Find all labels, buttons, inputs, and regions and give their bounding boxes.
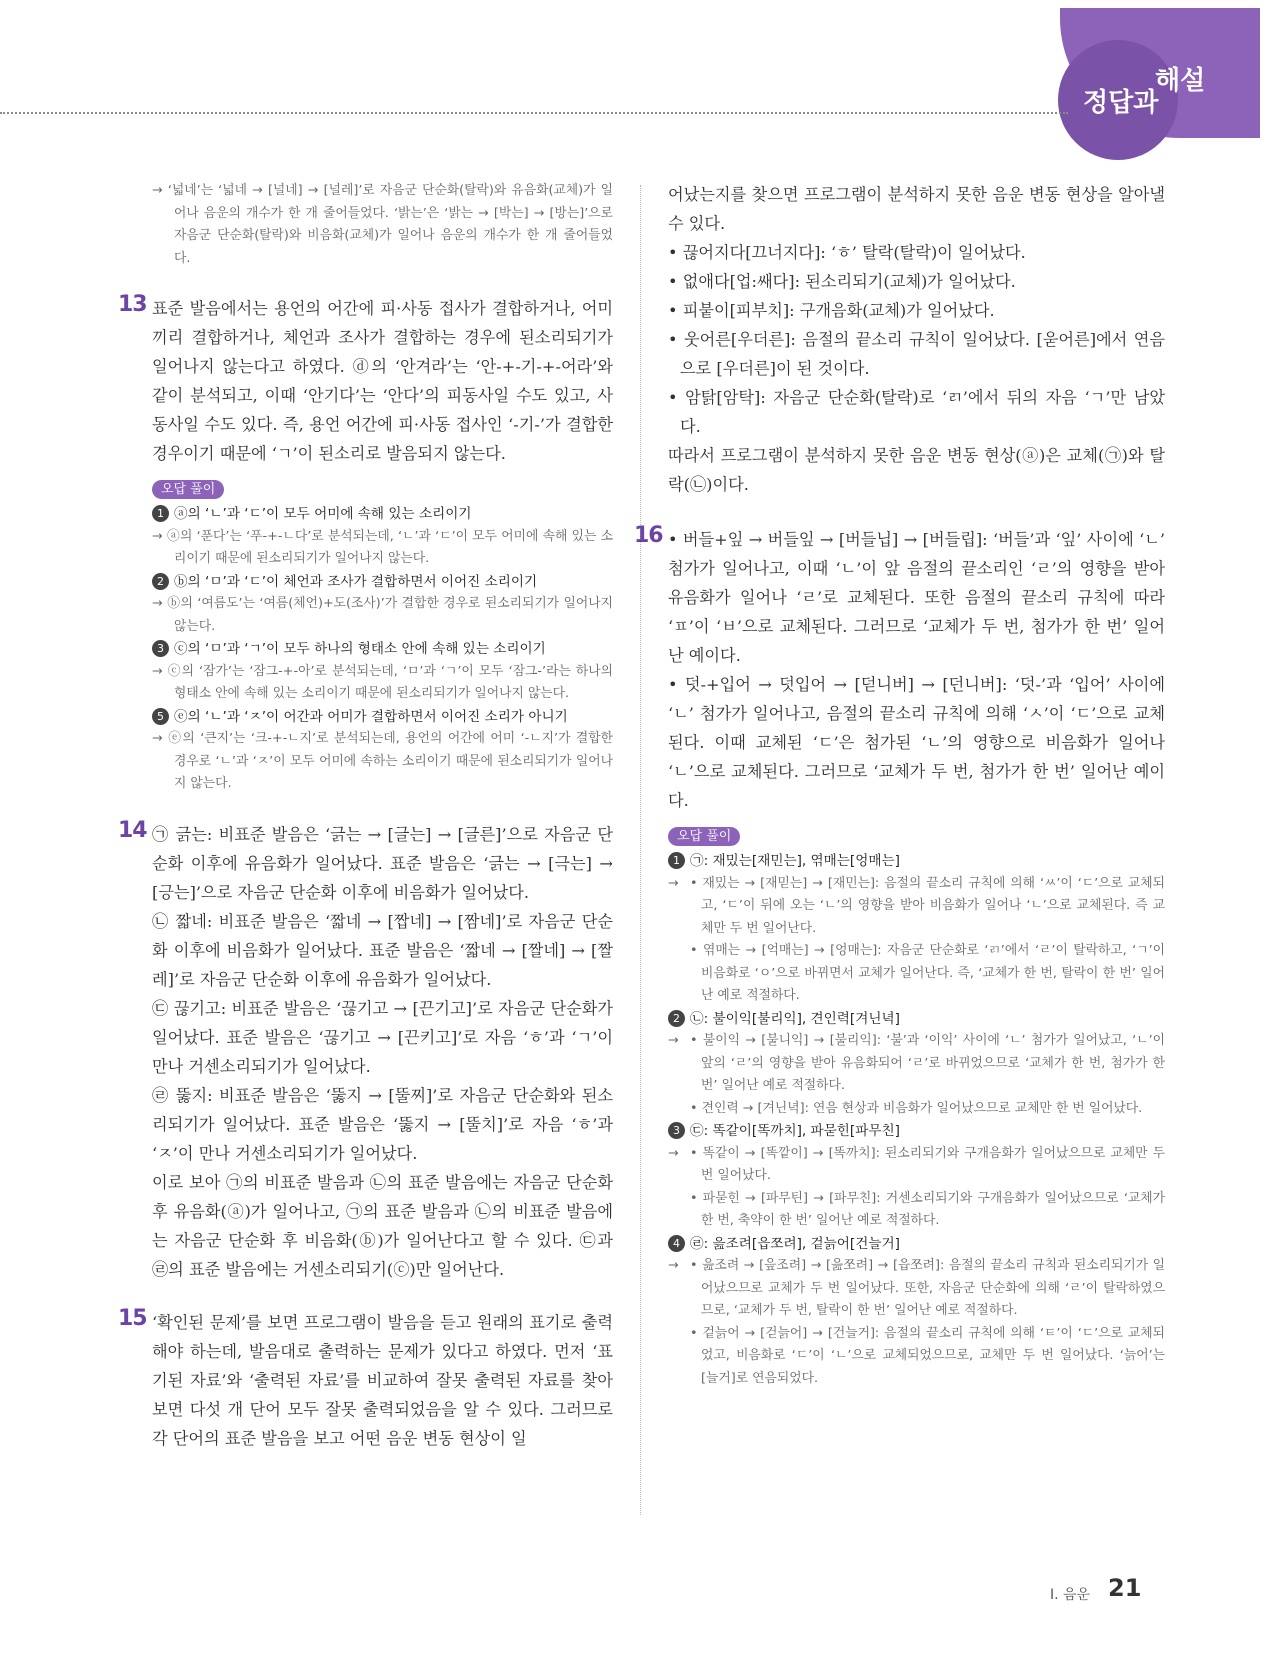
- choice: [152, 706, 613, 796]
- bullet-item: • 없애다[업:쌔다]: 된소리되기(교체)가 일어났다.: [668, 272, 1016, 291]
- choice-notes: [668, 1143, 1165, 1233]
- header-dotted-rule: [0, 112, 1068, 114]
- choice-note: → ⓐ의 ‘푼다’는 ‘푸-+-ㄴ다’로 분석되는데, ‘ㄴ’과 ‘ㄷ’이 모두 어미에 속해 있는 소리이기 때문에 된소리되기가 일어나지 않는다.: [152, 528, 613, 566]
- choice-number: 2: [668, 1010, 685, 1027]
- answer-paragraph: • 덧-+입어 → 덧입어 → [덛니버] → [던니버]: ‘덧-’과 ‘입어’ 사이에 ‘ㄴ’ 첨가가 일어나고, 음절의 끝소리 규칙에 의해 ‘ㅅ’이 ‘ㄷ’으로 교체된다. 이때 교체된 ‘ㄷ’은 첨가된 ‘ㄴ’의 영향으로 비음화가 일어나 ‘ㄴ’으로 교체된다. 그러므로 ‘교체가 두 번, 첨가가 한 번’ 일어난 예이다.: [668, 675, 1165, 810]
- choice-title: 2 ⓑ의 ‘ㅁ’과 ‘ㄷ’이 체언과 조사가 결합하면서 이어진 소리이기: [152, 571, 613, 594]
- badge-word-explanation: 해설: [1155, 66, 1206, 96]
- choice: [152, 503, 613, 571]
- arrow-icon: →: [668, 875, 679, 891]
- intro-note: → ‘넓네’는 ‘넓네 → [널네] → [널레]’로 자음군 단순화(탈락)와 유음화(교체)가 일어나 음운의 개수가 한 개 줄어들었다. ‘밝는’은 ‘밝는 → [박는] → [방는]’으로 자음군 단순화(탈락)와 비음화(교체)가 일어나 음운의 개수가 한 개 줄어들었다.: [152, 183, 613, 266]
- choice-number: 1: [152, 505, 169, 522]
- footer-section: Ⅰ. 음운: [1050, 1587, 1091, 1603]
- question-16: [634, 525, 1165, 1390]
- question-text: ‘확인된 문제’를 보면 프로그램이 발음을 듣고 원래의 표기로 출력해야 하는데, 발음대로 출력하는 문제가 있다고 하였다. 먼저 ‘표기된 자료’와 ‘출력된 자료’를 비교하여 잘못 출력된 자료를 찾아보면 다섯 개 단어 모두 잘못 출력되었음을 알 수 있다. 그러므로 각 단어의 표준 발음을 보고 어떤 음운 변동 현상이 일: [152, 1312, 613, 1448]
- answer-paragraph: 이로 보아 ㉠의 비표준 발음과 ㉡의 표준 발음에는 자음군 단순화 후 유음화(ⓐ)가 일어나고, ㉠의 표준 발음과 ㉡의 비표준 발음에는 자음군 단순화 후 비음화(ⓑ)가 일어난다고 할 수 있다. ㉢과 ㉣의 표준 발음에는 거센소리되기(ⓒ)만 일어난다.: [152, 1172, 613, 1279]
- choice: [152, 571, 613, 639]
- question-number: 13: [118, 292, 147, 317]
- choice-title: 5 ⓔ의 ‘ㄴ’과 ‘ㅈ’이 어간과 어미가 결합하면서 이어진 소리가 아니기: [152, 706, 613, 729]
- choice: [668, 1233, 1165, 1391]
- choice: [152, 638, 613, 706]
- choice-notes: [668, 873, 1165, 1008]
- answer-paragraph: • 버들+잎 → 버들잎 → [버들닙] → [버들립]: ‘버들’과 ‘잎’ 사이에 ‘ㄴ’ 첨가가 일어나고, 이때 ‘ㄴ’이 앞 음절의 끝소리인 ‘ㄹ’의 영향을 받아 유음화가 일어나 ‘ㄹ’로 교체된다. 또한 음절의 끝소리 규칙에 따라 ‘ㅍ’이 ‘ㅂ’으로 교체된다. 그러므로 ‘교체가 두 번, 첨가가 한 번’ 일어난 예이다.: [668, 530, 1165, 665]
- choice-number: 3: [668, 1122, 685, 1139]
- choice-note: → ⓔ의 ‘큰지’는 ‘크-+-ㄴ지’로 분석되는데, 용언의 어간에 어미 ‘-ㄴ지’가 결합한 경우로 ‘ㄴ’과 ‘ㅈ’이 모두 어미에 속하는 소리이기 때문에 된소리되기가 일어나지 않는다.: [152, 731, 613, 791]
- wrong-answer-label: 오답 풀이: [668, 827, 740, 846]
- question-15-continued: 어났는지를 찾으면 프로그램이 분석하지 못한 음운 변동 현상을 알아낼 수 있다.: [668, 185, 1165, 233]
- choice-note: → ⓑ의 ‘여름도’는 ‘여름(체언)+도(조사)’가 결합한 경우로 된소리되기가 일어나지 않는다.: [152, 596, 613, 634]
- answer-paragraph: ㉠ 긁는: 비표준 발음은 ‘긁는 → [글는] → [글른]’으로 자음군 단순화 이후에 유음화가 일어났다. 표준 발음은 ‘긁는 → [극는] → [긍는]’으로 자음군 단순화 이후에 비음화가 일어났다.: [152, 824, 613, 902]
- choice-title: 3 ⓒ의 ‘ㅁ’과 ‘ㄱ’이 모두 하나의 형태소 안에 속해 있는 소리이기: [152, 638, 613, 661]
- bullet-item: • 암탉[암탁]: 자음군 단순화(탈락)로 ‘ㄺ’에서 뒤의 자음 ‘ㄱ’만 남았다.: [668, 388, 1165, 436]
- answer-paragraph: ㉡ 짧네: 비표준 발음은 ‘짧네 → [짭네] → [짬네]’로 자음군 단순화 이후에 비음화가 일어났다. 표준 발음은 ‘짧네 → [짤네] → [짤레]’로 자음군 단순화 이후에 유음화가 일어났다.: [152, 911, 613, 989]
- answer-paragraph: ㉣ 뚫지: 비표준 발음은 ‘뚫지 → [뚤찌]’로 자음군 단순화와 된소리되기가 일어났다. 표준 발음은 ‘뚫지 → [뚤치]’로 자음 ‘ㅎ’과 ‘ㅈ’이 만나 거센소리되기가 일어났다.: [152, 1085, 613, 1163]
- choice-note: → ⓒ의 ‘잠가’는 ‘잠그-+-아’로 분석되는데, ‘ㅁ’과 ‘ㄱ’이 모두 ‘잠그-’라는 하나의 형태소 안에 속해 있는 소리이기 때문에 된소리되기가 일어나지 않는다.: [152, 663, 613, 701]
- question-number: 16: [634, 523, 663, 548]
- choice-notes: [668, 1030, 1165, 1120]
- choice-title: 2 ㉡: 불이익[불리익], 견인력[겨닌녁]: [668, 1008, 1165, 1031]
- choice-number: 3: [152, 640, 169, 657]
- choice-note: • 겉늙어 → [걷늙어] → [건늘거]: 음절의 끝소리 규칙에 의해 ‘ㅌ’이 ‘ㄷ’으로 교체되었고, 비음화로 ‘ㄷ’이 ‘ㄴ’으로 교체되었으므로, 교체만 두 번 일어났다. ‘늙어’는 [늘거]로 연음되었다.: [690, 1325, 1165, 1386]
- choice-title: 3 ㉢: 똑같이[똑까치], 파묻힌[파무친]: [668, 1120, 1165, 1143]
- choice-number: 4: [668, 1235, 685, 1252]
- question-text: 표준 발음에서는 용언의 어간에 피·사동 접사가 결합하거나, 어미끼리 결합하거나, 체언과 조사가 결합하는 경우에 된소리되기가 일어나지 않는다고 하였다. ⓓ의 ‘안겨라’는 ‘안-+-기-+-어라’와 같이 분석되고, 이때 ‘안기다’는 ‘안다’의 피동사일 수도 있고, 사동사일 수도 있다. 즉, 용언 어간에 피·사동 접사인 ‘-기-’가 결합한 경우이기 때문에 ‘ㄱ’이 된소리로 발음되지 않는다.: [152, 299, 613, 463]
- choice: [668, 850, 1165, 1008]
- question-number: 15: [118, 1305, 147, 1331]
- choice: [668, 1008, 1165, 1121]
- choice-title: 1 ⓐ의 ‘ㄴ’과 ‘ㄷ’이 모두 어미에 속해 있는 소리이기: [152, 503, 613, 526]
- bullet-item: • 피붙이[피부치]: 구개음화(교체)가 일어났다.: [668, 301, 995, 320]
- arrow-icon: →: [668, 1033, 679, 1048]
- choice-note: • 엮매는 → [억매는] → [엉매는]: 자음군 단순화로 ‘ㄺ’에서 ‘ㄹ’이 탈락하고, ‘ㄱ’이 비음화로 ‘ㅇ’으로 바뀌면서 교체가 일어난다. 즉, ‘교체가 한 번, 탈락이 한 번’ 일어난 예로 적절하다.: [690, 943, 1165, 1003]
- choice: [668, 1120, 1165, 1233]
- badge-word-answers: 정답과: [1083, 88, 1159, 118]
- choice-note: • 재밌는 → [재믿는] → [재민는]: 음절의 끝소리 규칙에 의해 ‘ㅆ’이 ‘ㄷ’으로 교체되고, ‘ㄷ’이 뒤에 오는 ‘ㄴ’의 영향을 받아 비음화가 일어나 ‘ㄴ’으로 교체된다. 즉 교체만 두 번 일어난다.: [690, 875, 1165, 936]
- arrow-icon: →: [668, 1258, 679, 1273]
- choice-title: 1 ㉠: 재밌는[재민는], 엮매는[엉매는]: [668, 850, 1165, 873]
- question-15: [118, 1305, 613, 1453]
- choice-number: 5: [152, 708, 169, 725]
- bullet-item: • 웃어른[우더른]: 음절의 끝소리 규칙이 일어났다. [욷어른]에서 연음으로 [우더른]이 된 것이다.: [668, 330, 1165, 378]
- page-number: 21: [1108, 1574, 1142, 1602]
- choice-note: • 견인력 → [겨닌녁]: 연음 현상과 비음화가 일어났으므로 교체만 한 번 일어났다.: [690, 1100, 1143, 1116]
- choice-note: • 불이익 → [불니익] → [불리익]: ‘불’과 ‘이익’ 사이에 ‘ㄴ’ 첨가가 일어났고, ‘ㄴ’이 앞의 ‘ㄹ’의 영향을 받아 유음화되어 ‘ㄹ’로 바뀌었으므로 ‘교체가 한 번, 첨가가 한 번’ 일어난 예로 적절하다.: [690, 1033, 1165, 1093]
- left-column: [118, 180, 613, 1453]
- choice-number: 2: [152, 573, 169, 590]
- choice-title: 4 ㉣: 읊조려[읍쪼려], 겉늙어[건늘거]: [668, 1233, 1165, 1256]
- question-number: 14: [118, 817, 147, 843]
- choice-note: • 파묻힌 → [파무틴] → [파무친]: 거센소리되기와 구개음화가 일어났으므로 ‘교체가 한 번, 축약이 한 번’ 일어난 예로 적절하다.: [690, 1190, 1165, 1228]
- arrow-icon: →: [668, 1145, 679, 1161]
- bullet-item: • 끊어지다[끄너지다]: ‘ㅎ’ 탈락(탈락)이 일어났다.: [668, 243, 1026, 262]
- right-column: [634, 180, 1165, 1390]
- question-14: [118, 817, 613, 1284]
- question-15-conclusion: 따라서 프로그램이 분석하지 못한 음운 변동 현상(ⓐ)은 교체(㉠)와 탈락(㉡)이다.: [668, 446, 1165, 494]
- wrong-answer-label: 오답 풀이: [152, 480, 224, 499]
- choice-note: • 읊조려 → [읖조려] → [읊쪼려] → [읍쪼려]: 음절의 끝소리 규칙과 된소리되기가 일어났으므로 교체가 두 번 일어났다. 또한, 자음군 단순화에 의해 ‘ㄹ’이 탈락하였으므로, ‘교체가 두 번, 탈락이 한 번’ 일어난 예로 적절하다.: [690, 1258, 1165, 1318]
- choice-note: • 똑같이 → [똑깥이] → [똑까치]: 된소리되기와 구개음화가 일어났으므로 교체만 두 번 일어났다.: [690, 1145, 1165, 1183]
- choice-notes: [668, 1255, 1165, 1390]
- question-13: [118, 294, 613, 796]
- answer-paragraph: ㉢ 끊기고: 비표준 발음은 ‘끊기고 → [끈기고]’로 자음군 단순화가 일어났다. 표준 발음은 ‘끊기고 → [끈키고]’로 자음 ‘ㅎ’과 ‘ㄱ’이 만나 거센소리되기가 일어났다.: [152, 998, 613, 1076]
- choice-number: 1: [668, 852, 685, 869]
